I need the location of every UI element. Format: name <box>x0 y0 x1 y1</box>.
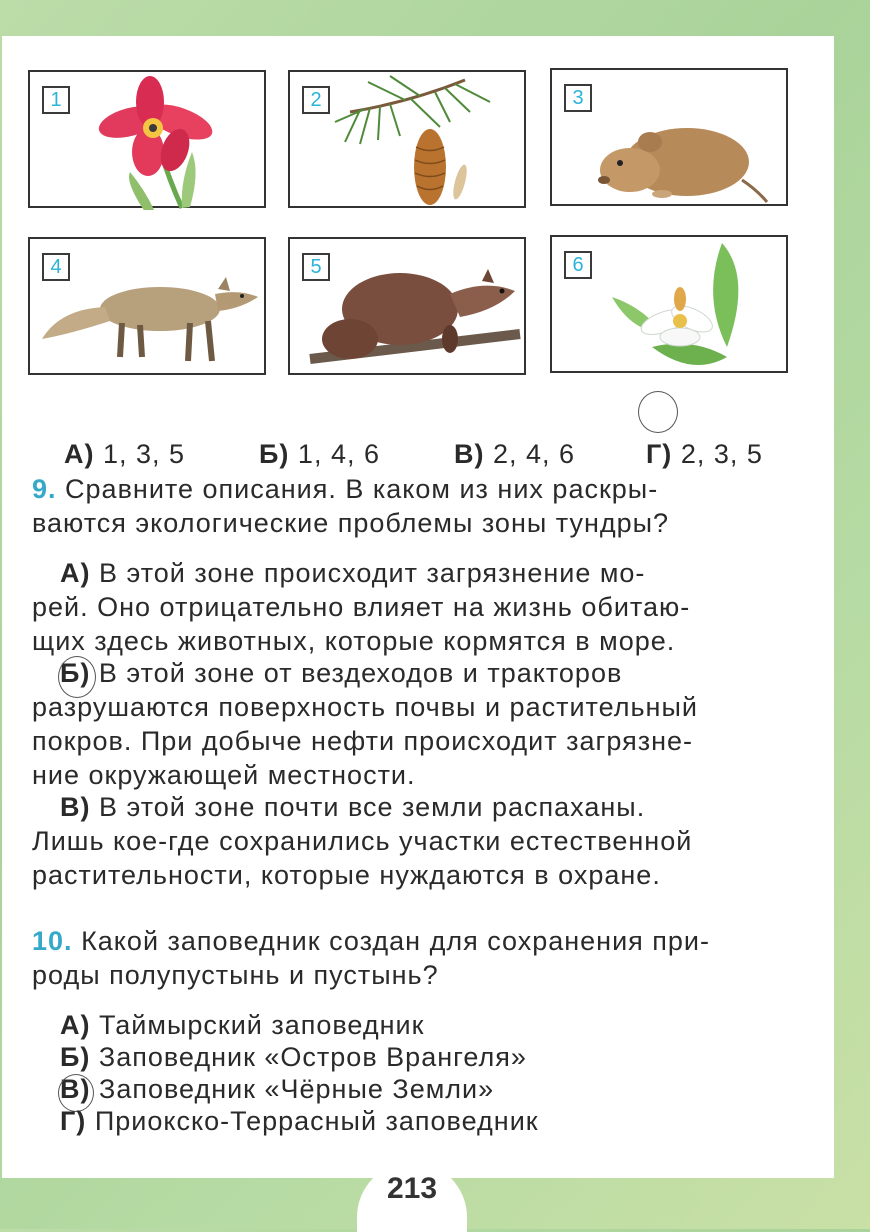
q9-option-c[interactable]: В) В этой зоне почти все земли распаханы. <box>60 792 646 822</box>
q9-question: 9. Сравните описания. В каком из них раскры- ваются экологические проблемы зоны тундры? <box>32 474 670 538</box>
q8-option-b[interactable]: Б) 1, 4, 6 <box>259 439 380 469</box>
answer-circle-mark <box>638 391 678 433</box>
photo-number: 5 <box>302 253 330 281</box>
q10-option-d[interactable]: Г) Приокско-Террасный заповедник <box>60 1106 539 1136</box>
photo-1 <box>28 70 266 208</box>
photo-number: 2 <box>302 86 330 114</box>
photo-number: 3 <box>564 84 592 112</box>
q10-question: 10. Какой заповедник создан для сохранения при- роды полупустынь и пустынь? <box>32 926 710 990</box>
q9-option-c-cont: Лишь кое-где сохранились участки естественной растительности, которые нуждаются в охране. <box>32 826 693 890</box>
q9-option-a[interactable]: А) В этой зоне происходит загрязнение мо- <box>60 558 646 588</box>
page-number: 213 <box>386 1172 438 1205</box>
q8-option-a[interactable]: А) 1, 3, 5 <box>64 439 186 469</box>
photo-number: 6 <box>564 251 592 279</box>
q9-option-b-cont: разрушаются поверхность почвы и растительный покров. При добыче нефти происходит загрязне- ние окружающей местности. <box>32 692 698 790</box>
q9-option-a-cont: рей. Оно отрицательно влияет на жизнь обитаю- щих здесь животных, которые кормятся в море. <box>32 592 691 656</box>
photo-4 <box>28 237 266 375</box>
photo-number: 4 <box>42 253 70 281</box>
q8-option-c[interactable]: В) 2, 4, 6 <box>454 439 576 469</box>
photo-6 <box>550 235 788 373</box>
q10-option-c[interactable]: В) Заповедник «Чёрные Земли» <box>60 1074 495 1104</box>
q9-option-b[interactable]: Б) В этой зоне от вездеходов и тракторов <box>60 658 623 688</box>
photo-5 <box>288 237 526 375</box>
photo-2 <box>288 70 526 208</box>
photo-number: 1 <box>42 86 70 114</box>
q10-option-b[interactable]: Б) Заповедник «Остров Врангеля» <box>60 1042 527 1072</box>
q10-option-a[interactable]: А) Таймырский заповедник <box>60 1010 425 1040</box>
textbook-page <box>2 36 834 1178</box>
q8-option-d[interactable]: Г) 2, 3, 5 <box>646 439 763 469</box>
photo-3 <box>550 68 788 206</box>
